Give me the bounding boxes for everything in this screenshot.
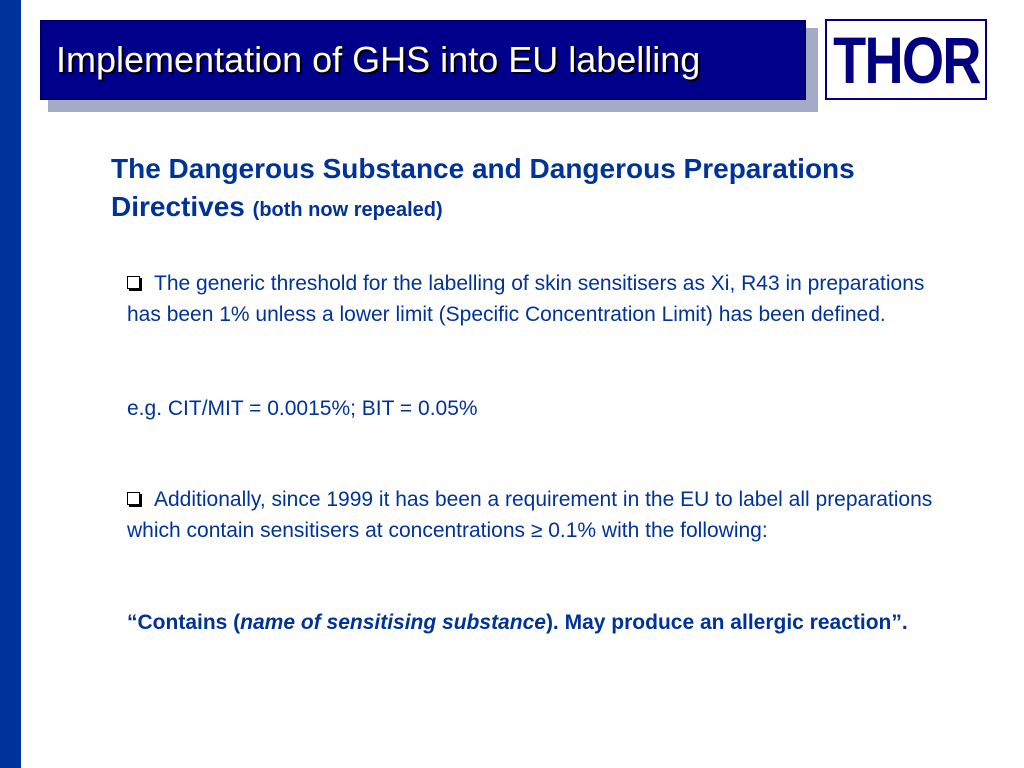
left-accent-bar <box>0 0 21 768</box>
label-phrase <box>127 607 947 638</box>
section-heading <box>111 150 871 229</box>
heading-note: (both now repealed) <box>252 199 443 221</box>
bullet-2-text: Additionally, since 1999 it has been a requirement in the EU to label all preparations which contain sensitisers at concentrations ≥ 0.1% with the following: <box>127 488 933 542</box>
title-banner <box>40 20 806 100</box>
checkbox-bullet-icon <box>127 276 140 289</box>
slide-title: Implementation of GHS into EU labelling <box>56 39 701 80</box>
thor-logo <box>825 19 987 100</box>
bullet-point-1 <box>127 268 947 330</box>
bullet-1-text: The generic threshold for the labelling of skin sensitisers as Xi, R43 in preparations has been 1% unless a lower limit (Specific Concentration Limit) has been defined. <box>127 272 925 326</box>
logo-text: THOR <box>832 22 980 97</box>
quote-substance: name of sensitising substance <box>240 611 546 634</box>
quote-end: ). May produce an allergic reaction”. <box>545 611 908 634</box>
bullet-point-2 <box>127 484 947 546</box>
heading-main: The Dangerous Substance and Dangerous Preparations Directives <box>111 153 855 222</box>
quote-start: “Contains ( <box>127 611 241 634</box>
example-line: e.g. CIT/MIT = 0.0015%; BIT = 0.05% <box>127 397 478 420</box>
checkbox-bullet-icon <box>127 492 140 505</box>
